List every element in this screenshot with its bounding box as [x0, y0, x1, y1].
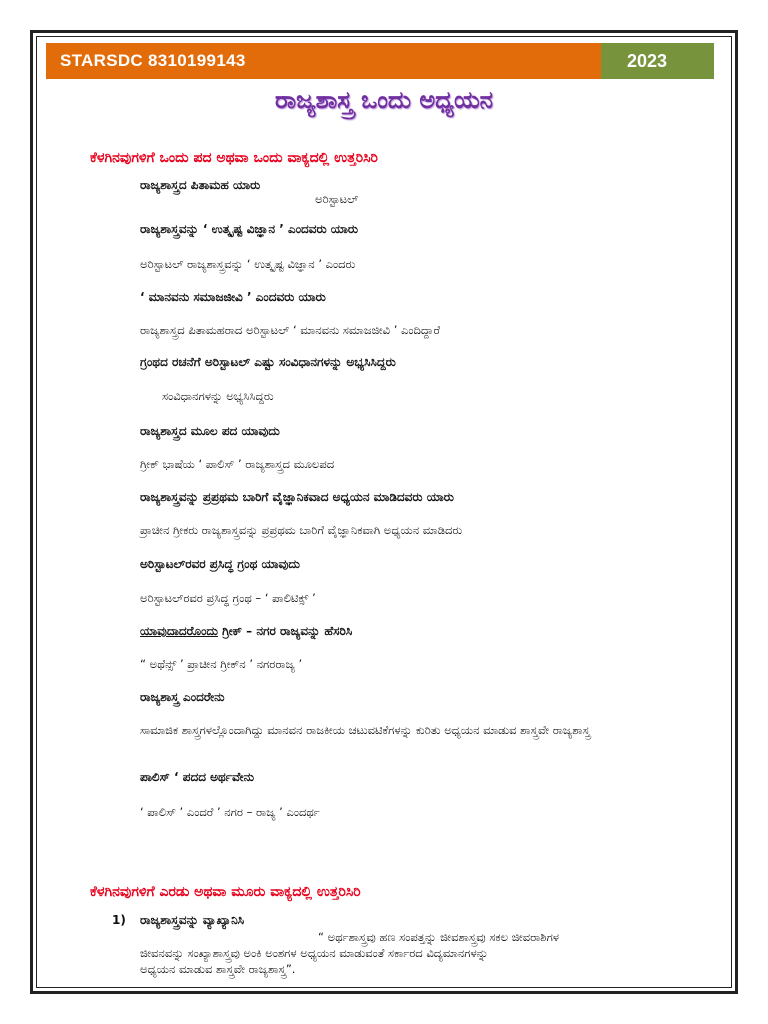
answer: ಅರಿಸ್ಟಾಟಲ್‌ರವರ ಪ್ರಸಿದ್ಧ ಗ್ರಂಥ – ‘ ಪಾಲಿಟಿಕ್ಸ್ ’	[140, 591, 316, 605]
question: ಗ್ರಂಥದ ರಚನೆಗೆ ಅರಿಸ್ಟಾಟಲ್ ಎಷ್ಟು ಸಂವಿಧಾನಗಳನ್ನು ಅಭ್ಯಸಿಸಿದ್ದರು	[140, 355, 396, 369]
answer-line: ಜೀವನವನ್ನು ಸಂಖ್ಯಾಶಾಸ್ತ್ರವು ಅಂಕಿ ಅಂಶಗಳ ಅಧ್ಯಯನ ಮಾಡುವಂತೆ ಸರ್ಕಾರದ ವಿದ್ಯಮಾನಗಳನ್ನು	[140, 946, 489, 960]
answer: ಸಂವಿಧಾನಗಳನ್ನು ಅಭ್ಯಸಿಸಿದ್ದರು	[162, 389, 274, 403]
header-contact: STARSDC 8310199143	[46, 43, 601, 79]
page-title: ರಾಜ್ಯಶಾಸ್ತ್ರ ಒಂದು ಅಧ್ಯಯನ	[274, 86, 494, 114]
question: ರಾಜ್ಯಶಾಸ್ತ್ರದ ಮೂಲ ಪದ ಯಾವುದು	[140, 424, 280, 438]
answer: “ ಅಥೆನ್ಸ್ ’ ಪ್ರಾಚೀನ ಗ್ರೀಕ್‌ನ ’ ನಗರರಾಜ್ಯ ’	[140, 657, 303, 671]
answer-line: ಅಧ್ಯಯನ ಮಾಡುವ ಶಾಸ್ತ್ರವೇ ರಾಜ್ಯಶಾಸ್ತ್ರ”.	[140, 962, 296, 976]
question: ರಾಜ್ಯಶಾಸ್ತ್ರವನ್ನು ‘ ಉತ್ಕೃಷ್ಟ ವಿಜ್ಞಾನ ’ ಎಂದವರು ಯಾರು	[140, 222, 359, 236]
answer: ರಾಜ್ಯಶಾಸ್ತ್ರದ ಪಿತಾಮಹರಾದ ಅರಿಸ್ಟಾಟಲ್ ‘ ಮಾನವನು ಸಮಾಜಜೀವಿ ’ ಎಂದಿದ್ದಾರೆ	[140, 323, 441, 337]
question: ರಾಜ್ಯಶಾಸ್ತ್ರದ ಪಿತಾಮಹ ಯಾರು	[140, 178, 261, 192]
question: ‘ ಮಾನವನು ಸಮಾಜಜೀವಿ ’ ಎಂದವರು ಯಾರು	[140, 290, 326, 304]
answer: ಅರಿಸ್ಟಾಟಲ್	[315, 192, 359, 206]
question-rest: ಗ್ರೀಕ್ – ನಗರ ರಾಜ್ಯವನ್ನು ಹೆಸರಿಸಿ	[217, 624, 353, 638]
answer: ಅರಿಸ್ಟಾಟಲ್ ರಾಜ್ಯಶಾಸ್ತ್ರವನ್ನು ‘ ಉತ್ಕೃಷ್ಟ ವಿಜ್ಞಾನ ’ ಎಂದರು	[140, 257, 356, 271]
question: ರಾಜ್ಯಶಾಸ್ತ್ರ ಎಂದರೇನು	[140, 690, 225, 704]
answer: ‘ ಪಾಲಿಸ್ ’ ಎಂದರೆ ’ ನಗರ – ರಾಜ್ಯ ’ ಎಂದರ್ಥ	[140, 805, 320, 819]
section-heading-two: ಕೆಳಗಿನವುಗಳಿಗೆ ಎರಡು ಅಥವಾ ಮೂರು ವಾಕ್ಯದಲ್ಲಿ ಉತ್ತರಿಸಿರಿ	[90, 884, 361, 900]
answer: ಪ್ರಾಚೀನ ಗ್ರೀಕರು ರಾಜ್ಯಶಾಸ್ತ್ರವನ್ನು ಪ್ರಪ್ರಥಮ ಬಾರಿಗೆ ವೈಜ್ಞಾನಿಕವಾಗಿ ಅಧ್ಯಯನ ಮಾಡಿದರು	[140, 523, 463, 537]
header-banner	[46, 43, 714, 79]
question-number: 1)	[112, 913, 126, 927]
section-heading-one: ಕೆಳಗಿನವುಗಳಿಗೆ ಒಂದು ಪದ ಅಥವಾ ಒಂದು ವಾಕ್ಯದಲ್ಲಿ ಉತ್ತರಿಸಿರಿ	[90, 150, 378, 166]
question: ಅರಿಸ್ಟಾಟಲ್‌ರವರ ಪ್ರಸಿದ್ಧ ಗ್ರಂಥ ಯಾವುದು	[140, 557, 300, 571]
answer: ಗ್ರೀಕ್ ಭಾಷೆಯ ‘ ಪಾಲಿಸ್ ’ ರಾಜ್ಯಶಾಸ್ತ್ರದ ಮೂಲಪದ	[140, 457, 335, 471]
answer-line: “ ಅರ್ಥಶಾಸ್ತ್ರವು ಹಣ ಸಂಪತ್ತನ್ನು ಜೀವಶಾಸ್ತ್ರವು ಸಕಲ ಜೀವರಾಶಿಗಳ	[318, 930, 560, 944]
question: ರಾಜ್ಯಶಾಸ್ತ್ರವನ್ನು ವ್ಯಾಖ್ಯಾನಿಸಿ	[140, 913, 245, 927]
question: ಪಾಲಿಸ್ ‘ ಪದದ ಅರ್ಥವೇನು	[140, 770, 255, 784]
header-year: 2023	[601, 43, 714, 79]
answer: ಸಾಮಾಜಿಕ ಶಾಸ್ತ್ರಗಳಲ್ಲೊಂದಾಗಿದ್ದು ಮಾನವನ ರಾಜಕೀಯ ಚಟುವಟಿಕೆಗಳನ್ನು ಕುರಿತು ಅಧ್ಯಯನ ಮಾಡುವ ಶಾಸ್ತ್ರವೇ ರಾಜ್ಯಶಾಸ್ತ್ರ	[140, 723, 591, 737]
question: ರಾಜ್ಯಶಾಸ್ತ್ರವನ್ನು ಪ್ರಪ್ರಥಮ ಬಾರಿಗೆ ವೈಜ್ಞಾನಿಕವಾದ ಅಧ್ಯಯನ ಮಾಡಿದವರು ಯಾರು	[140, 490, 454, 504]
question	[140, 624, 352, 639]
question-underlined: ಯಾವುದಾದರೊಂದು	[140, 624, 218, 638]
